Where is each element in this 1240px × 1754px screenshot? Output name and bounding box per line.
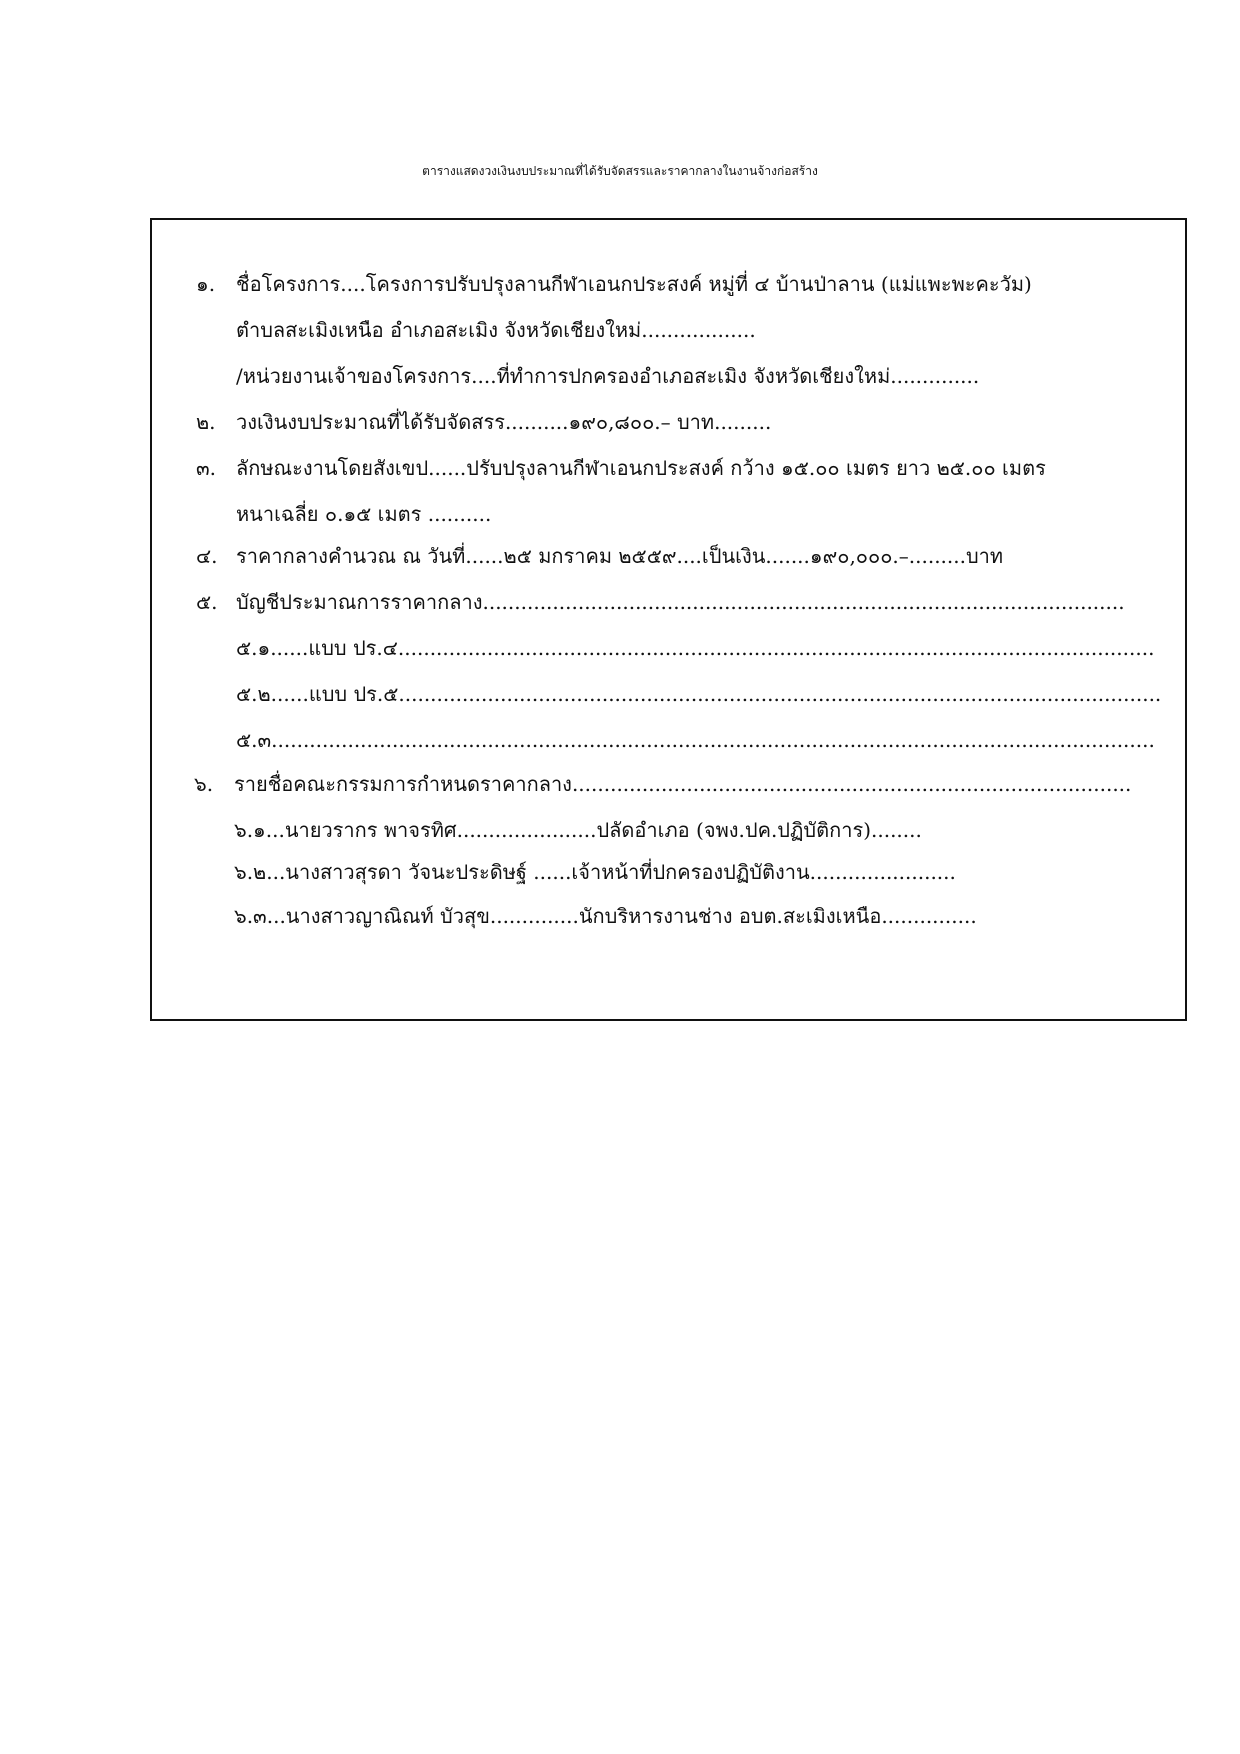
item-5-line-1: บัญชีประมาณการราคากลาง.....................................................................................................: [236, 590, 1125, 614]
item-3-number: ๓.: [196, 456, 217, 480]
item-6-sub-1: ๖.๑...นายวรากร พาจรทิศ......................ปลัดอำเภอ (จพง.ปค.ปฏิบัติการ)........: [234, 818, 922, 842]
item-4-number: ๔.: [196, 544, 218, 568]
item-1-line-3: /หน่วยงานเจ้าของโครงการ....ที่ทำการปกครองอำเภอสะเมิง จังหวัดเชียงใหม่..............: [236, 364, 980, 388]
item-2-number: ๒.: [196, 410, 216, 434]
item-5-sub-2: ๕.๒......แบบ ปร.๕........................................................................................................................: [236, 682, 1162, 706]
item-4-line-1: ราคากลางคำนวณ ณ วันที่......๒๕ มกราคม ๒๕๕๙....เป็นเงิน.......๑๙๐,๐๐๐.–.........บาท: [236, 544, 1004, 568]
item-6-number: ๖.: [194, 772, 214, 796]
item-1-line-2: ตำบลสะเมิงเหนือ อำเภอสะเมิง จังหวัดเชียงใหม่..................: [236, 318, 756, 342]
item-5-number: ๕.: [196, 590, 218, 614]
item-5-sub-1: ๕.๑......แบบ ปร.๔.......................................................................................................................: [236, 636, 1155, 660]
item-6-sub-3: ๖.๓...นางสาวญาณิณท์ บัวสุข..............นักบริหารงานช่าง อบต.สะเมิงเหนือ...............: [234, 904, 977, 928]
item-3-line-1: ลักษณะงานโดยสังเขป......ปรับปรุงลานกีฬาเอนกประสงค์ กว้าง ๑๕.๐๐ เมตร ยาว ๒๕.๐๐ เมตร: [236, 456, 1046, 480]
item-6-line-1: รายชื่อคณะกรรมการกำหนดราคากลาง........................................................................................: [234, 772, 1132, 796]
document-title: ตารางแสดงวงเงินงบประมาณที่ได้รับจัดสรรและราคากลางในงานจ้างก่อสร้าง: [422, 164, 818, 178]
item-1-line-1: ชื่อโครงการ....โครงการปรับปรุงลานกีฬาเอนกประสงค์ หมู่ที่ ๔ บ้านป่าลาน (แม่แพะพะคะวัม): [236, 272, 1032, 296]
item-5-sub-3: ๕.๓...........................................................................................................................................: [236, 728, 1155, 752]
item-3-line-2: หนาเฉลี่ย ๐.๑๕ เมตร ..........: [236, 502, 492, 526]
item-2-line-1: วงเงินงบประมาณที่ได้รับจัดสรร..........๑๙๐,๘๐๐.– บาท.........: [236, 410, 772, 434]
item-6-sub-2: ๖.๒...นางสาวสุรดา วัจนะประดิษฐ์ ......เจ้าหน้าที่ปกครองปฏิบัติงาน.......................: [234, 860, 956, 884]
item-1-number: ๑.: [196, 272, 216, 296]
